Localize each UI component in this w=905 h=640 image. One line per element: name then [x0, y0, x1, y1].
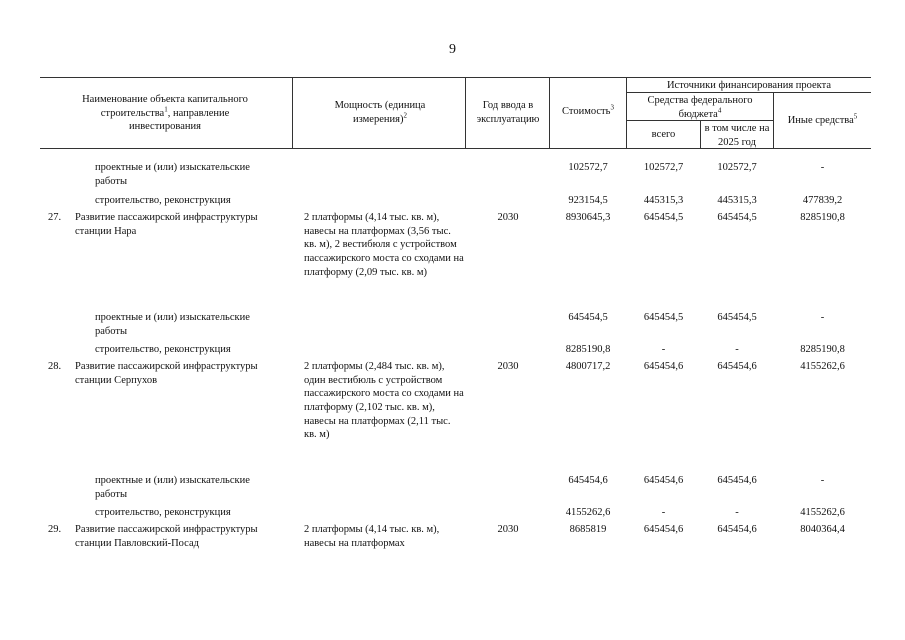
row-total: 102572,7	[643, 162, 684, 173]
row-cost: 4800717,2	[565, 361, 611, 372]
row-other: -	[820, 312, 825, 323]
row-total: 645454,6	[643, 524, 684, 535]
row-name: проектные и (или) изыскательские работы	[95, 162, 250, 187]
row-number: 28.	[48, 361, 62, 372]
row-in2025: 645454,6	[717, 524, 757, 535]
row-cost: 923154,5	[568, 195, 608, 206]
row-in2025: -	[735, 344, 739, 355]
row-cost: 102572,7	[568, 162, 608, 173]
row-other: 8040364,4	[800, 524, 845, 535]
header-federal: Средства федерального бюджета$^4$	[647, 95, 753, 120]
row-other: 8285190,8	[800, 212, 845, 223]
page-number: 9	[449, 42, 456, 57]
row-other: 4155262,6	[800, 507, 845, 518]
row-name: строительство, реконструкция	[95, 344, 231, 355]
row-total: 645454,6	[643, 361, 684, 372]
row-capacity: 2 платформы (4,14 тыс. кв. м), навесы на платформах (3,56 тыс. кв. м), 2 вестибюля с устройством пассажирского моста со сходами на платформу (2,09 тыс. кв. м)	[304, 212, 464, 278]
row-in2025: -	[735, 507, 739, 518]
row-total: 645454,5	[643, 212, 684, 223]
row-in2025: 645454,5	[717, 212, 757, 223]
row-total: 445315,3	[643, 195, 684, 206]
header-name: Наименование объекта капитального строительства$^1$, направление инвестирования	[82, 94, 248, 133]
table-top-rule	[40, 77, 871, 78]
row-name: строительство, реконструкция	[95, 195, 231, 206]
header-in2025: в том числе на 2025 год	[704, 123, 770, 148]
row-name: Развитие пассажирской инфраструктуры станции Павловский-Посад	[75, 524, 258, 549]
row-in2025: 645454,6	[717, 361, 757, 372]
row-year: 2030	[497, 212, 519, 223]
row-total: 645454,6	[643, 475, 684, 486]
header-cost: Стоимость$^3$	[562, 103, 614, 117]
row-year: 2030	[497, 361, 519, 372]
row-other: 477839,2	[802, 195, 843, 206]
row-cost: 8285190,8	[565, 344, 611, 355]
row-capacity: 2 платформы (2,484 тыс. кв. м), один вестибюль с устройством пассажирского моста со сходами на платформу (2,102 тыс. кв. м), навесы на платформах (2,11 тыс. кв. м)	[304, 361, 464, 441]
row-total: -	[661, 507, 666, 518]
row-name: строительство, реконструкция	[95, 507, 231, 518]
row-other: -	[820, 475, 825, 486]
row-name: Развитие пассажирской инфраструктуры станции Серпухов	[75, 361, 258, 386]
row-other: 8285190,8	[800, 344, 845, 355]
row-cost: 645454,5	[568, 312, 608, 323]
row-in2025: 645454,5	[717, 312, 757, 323]
row-cost: 645454,6	[568, 475, 608, 486]
row-number: 27.	[48, 212, 62, 223]
row-cost: 8930645,3	[565, 212, 611, 223]
row-other: -	[820, 162, 825, 173]
row-in2025: 102572,7	[717, 162, 757, 173]
header-other: Иные средства$^5$	[787, 112, 858, 126]
row-cost: 8685819	[569, 524, 607, 535]
header-sources: Источники финансирования проекта	[666, 80, 832, 91]
row-capacity: 2 платформы (4,14 тыс. кв. м), навесы на платформах	[304, 524, 440, 549]
row-number: 29.	[48, 524, 62, 535]
row-name: проектные и (или) изыскательские работы	[95, 312, 250, 337]
header-capacity: Мощность (единица измерения)$^2$	[334, 100, 426, 125]
row-in2025: 645454,6	[717, 475, 757, 486]
row-in2025: 445315,3	[717, 195, 757, 206]
header-year: Год ввода в эксплуатацию	[476, 100, 540, 125]
col-divider-1	[292, 77, 293, 148]
row-total: 645454,5	[643, 312, 684, 323]
header-total: всего	[651, 129, 676, 140]
row-other: 4155262,6	[800, 361, 845, 372]
row-cost: 4155262,6	[565, 507, 611, 518]
row-name: проектные и (или) изыскательские работы	[95, 475, 250, 500]
row-name: Развитие пассажирской инфраструктуры станции Нара	[75, 212, 258, 237]
row-total: -	[661, 344, 666, 355]
row-year: 2030	[497, 524, 519, 535]
